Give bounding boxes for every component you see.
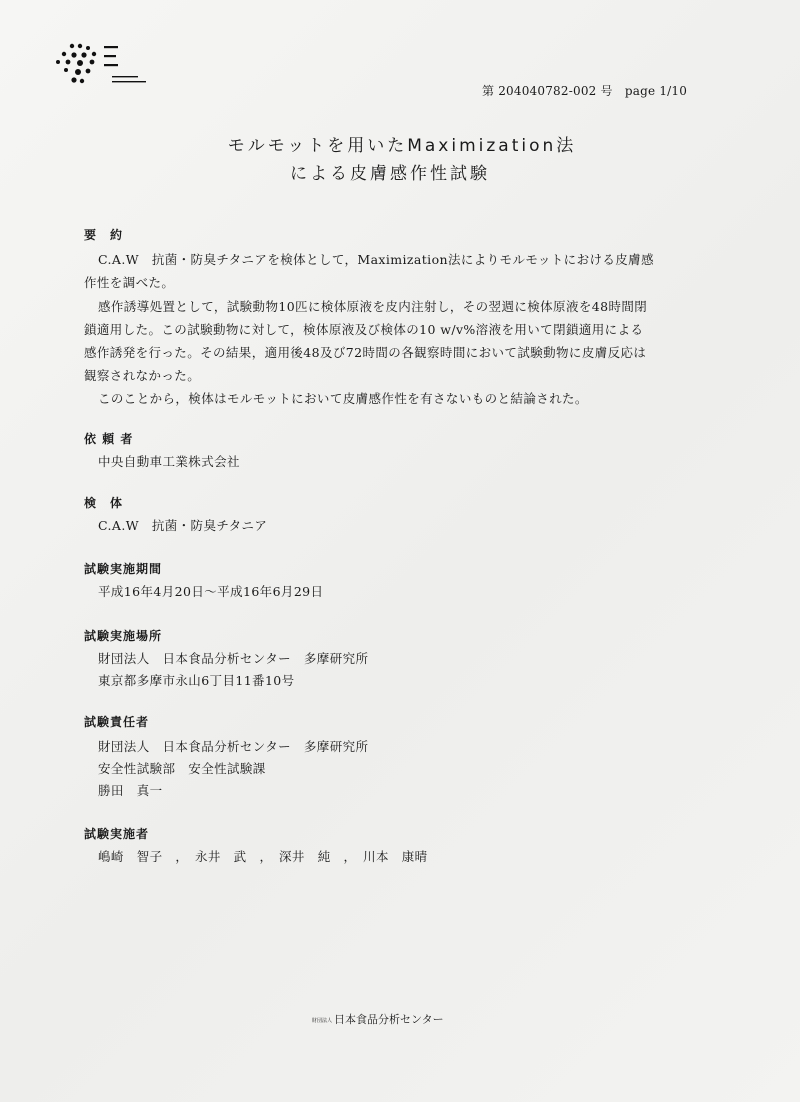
summary-line: C.A.W 抗菌・防臭チタニアを検体として，Maximization法によりモルモットにおける皮膚感 bbox=[98, 252, 654, 267]
summary-line: 感作誘導処置として，試験動物10匹に検体原液を皮内注射し，その翌週に検体原液を48時間閉 bbox=[98, 299, 648, 314]
period-dates: 平成16年4月20日～平成16年6月29日 bbox=[98, 584, 324, 599]
footer-name: 日本食品分析センター bbox=[334, 1013, 444, 1026]
footer-prefix: 財団法人 bbox=[312, 1017, 333, 1024]
laboratory-logo-icon bbox=[52, 40, 162, 90]
period-heading: 試験実施期間 bbox=[84, 562, 163, 576]
performers-heading: 試験実施者 bbox=[84, 827, 150, 841]
specimen-name: C.A.W 抗菌・防臭チタニア bbox=[98, 518, 268, 533]
location-line: 東京都多摩市永山6丁目11番10号 bbox=[98, 673, 295, 688]
footer-organization-mark bbox=[312, 1011, 444, 1027]
specimen-heading: 検 体 bbox=[84, 496, 124, 510]
document-title-line-2: による皮膚感作性試験 bbox=[290, 164, 490, 184]
responsible-line: 財団法人 日本食品分析センター 多摩研究所 bbox=[98, 739, 369, 754]
client-heading: 依 頼 者 bbox=[84, 432, 134, 446]
summary-line: 鎖適用した。この試験動物に対して，検体原液及び検体の10 w/v%溶液を用いて閉鎖適用による bbox=[84, 322, 644, 337]
location-heading: 試験実施場所 bbox=[84, 629, 163, 643]
document-number: 第 204040782-002 号 page 1/10 bbox=[482, 84, 688, 98]
responsible-heading: 試験責任者 bbox=[84, 715, 150, 729]
summary-line: 観察されなかった。 bbox=[84, 368, 201, 383]
client-name: 中央自動車工業株式会社 bbox=[98, 454, 240, 469]
summary-line: 作性を調べた。 bbox=[84, 275, 175, 290]
document-title-line-1: モルモットを用いたMaximization法 bbox=[227, 136, 577, 156]
responsible-line: 安全性試験部 安全性試験課 bbox=[98, 761, 266, 776]
summary-line: このことから，検体はモルモットにおいて皮膚感作性を有さないものと結論された。 bbox=[98, 391, 588, 406]
responsible-line: 勝田 真一 bbox=[98, 783, 163, 798]
location-line: 財団法人 日本食品分析センター 多摩研究所 bbox=[98, 651, 369, 666]
performers-names: 嶋崎 智子 ， 永井 武 ， 深井 純 ， 川本 康晴 bbox=[98, 849, 428, 864]
summary-line: 感作誘発を行った。その結果，適用後48及び72時間の各観察時間において試験動物に皮膚反応は bbox=[84, 345, 647, 360]
summary-heading: 要 約 bbox=[84, 228, 124, 242]
